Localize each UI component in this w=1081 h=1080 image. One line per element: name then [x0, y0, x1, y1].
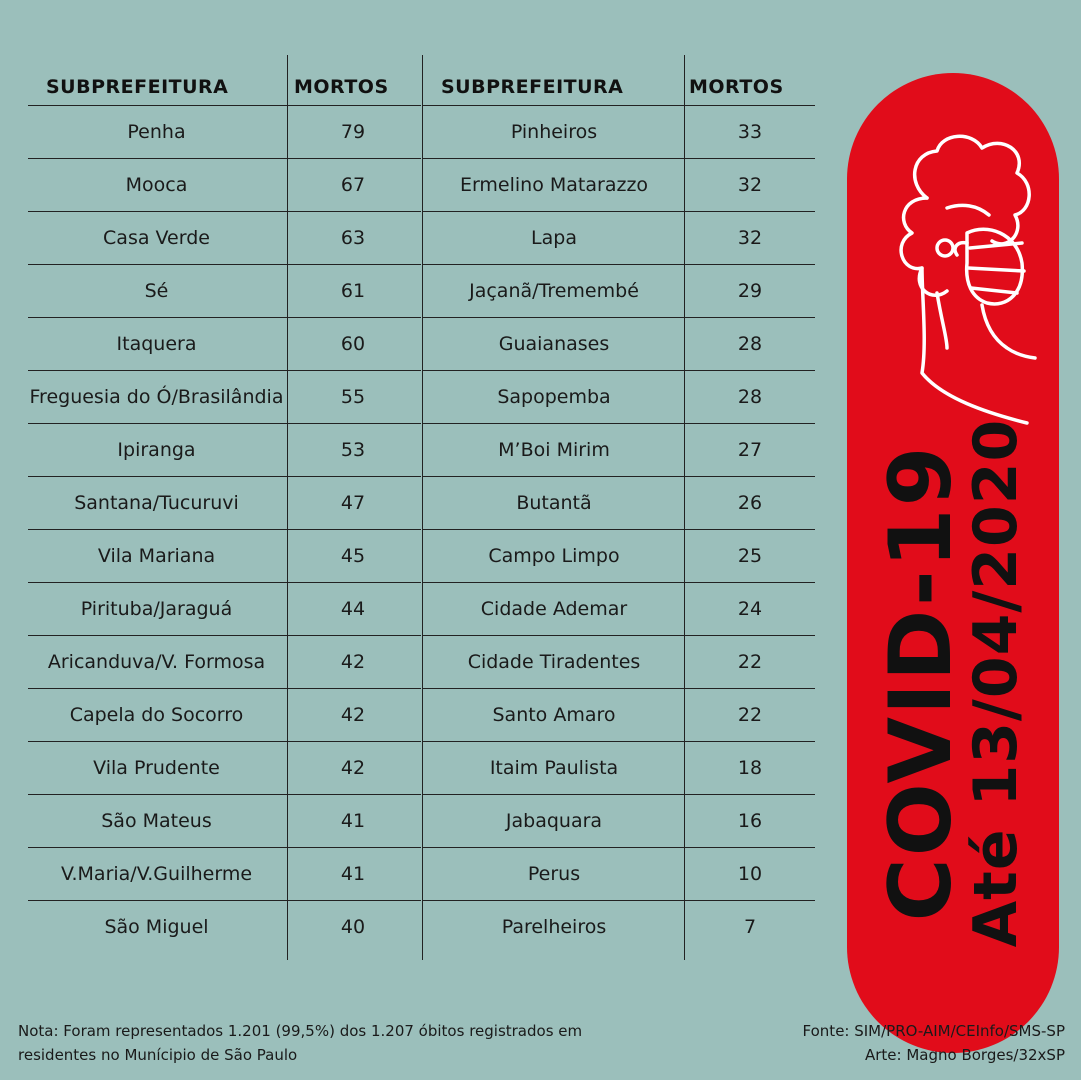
- header-subprefeitura: SUBPREFEITURA: [441, 76, 624, 98]
- table-left: [28, 55, 421, 953]
- deaths-count: 18: [737, 757, 763, 779]
- deaths-count: 45: [340, 545, 366, 567]
- deaths-count: 16: [737, 810, 763, 832]
- banner-title: COVID-19: [871, 444, 971, 922]
- table-row: [28, 530, 421, 583]
- subprefeitura-name: Mooca: [125, 174, 188, 196]
- table-row: [28, 795, 421, 848]
- table-row: [423, 424, 815, 477]
- table-row: [423, 742, 815, 795]
- table-row: [28, 159, 421, 212]
- header-mortos: MORTOS: [294, 76, 389, 98]
- deaths-count: 32: [737, 227, 763, 249]
- subprefeitura-name: Santana/Tucuruvi: [74, 492, 239, 514]
- header-subprefeitura: SUBPREFEITURA: [46, 76, 229, 98]
- deaths-count: 40: [340, 916, 366, 938]
- banner-date: Até 13/04/2020: [961, 418, 1031, 948]
- deaths-count: 42: [340, 757, 366, 779]
- table-row: [423, 106, 815, 159]
- table-row: [423, 689, 815, 742]
- deaths-count: 42: [340, 704, 366, 726]
- deaths-count: 67: [340, 174, 366, 196]
- deaths-count: 53: [340, 439, 366, 461]
- subprefeitura-name: Freguesia do Ó/Brasilândia: [29, 386, 284, 408]
- subprefeitura-name: M’Boi Mirim: [498, 439, 610, 461]
- table-header: [423, 55, 815, 106]
- subprefeitura-name: Sapopemba: [497, 386, 611, 408]
- subprefeitura-name: Aricanduva/V. Formosa: [47, 651, 266, 673]
- subprefeitura-name: Itaquera: [116, 333, 197, 355]
- table-row: [423, 318, 815, 371]
- table-row: [28, 371, 421, 424]
- table-row: [423, 159, 815, 212]
- table-body: [28, 106, 421, 953]
- deaths-count: 29: [737, 280, 763, 302]
- table-row: [28, 901, 421, 953]
- table-row: [423, 636, 815, 689]
- subprefeitura-name: Capela do Socorro: [69, 704, 244, 726]
- subprefeitura-name: Casa Verde: [103, 227, 210, 249]
- deaths-count: 55: [340, 386, 366, 408]
- table-row: [28, 318, 421, 371]
- subprefeitura-name: Jabaquara: [505, 810, 603, 832]
- subprefeitura-name: V.Maria/V.Guilherme: [60, 863, 253, 885]
- deaths-count: 41: [340, 810, 366, 832]
- subprefeitura-name: Campo Limpo: [488, 545, 620, 567]
- deaths-count: 10: [737, 863, 763, 885]
- subprefeitura-name: São Miguel: [104, 916, 209, 938]
- subprefeitura-name: Vila Mariana: [97, 545, 216, 567]
- subprefeitura-name: Vila Prudente: [93, 757, 220, 779]
- deaths-count: 33: [737, 121, 763, 143]
- subprefeitura-name: Itaim Paulista: [489, 757, 619, 779]
- table-row: [423, 530, 815, 583]
- subprefeitura-name: Sé: [144, 280, 169, 302]
- table-row: [28, 424, 421, 477]
- table-row: [423, 901, 815, 953]
- subprefeitura-name: Pinheiros: [510, 121, 598, 143]
- header-mortos: MORTOS: [689, 76, 784, 98]
- subprefeitura-name: Perus: [527, 863, 581, 885]
- table-row: [28, 212, 421, 265]
- table-row: [28, 477, 421, 530]
- source-line: Fonte: SIM/PRO-AIM/CEInfo/SMS-SP: [802, 1022, 1065, 1040]
- deaths-count: 47: [340, 492, 366, 514]
- art-credit-line: Arte: Magno Borges/32xSP: [865, 1046, 1065, 1064]
- table-row: [28, 689, 421, 742]
- deaths-count: 22: [737, 704, 763, 726]
- deaths-count: 42: [340, 651, 366, 673]
- deaths-count: 63: [340, 227, 366, 249]
- table-row: [423, 212, 815, 265]
- subprefeitura-name: Penha: [127, 121, 186, 143]
- subprefeitura-name: Butantã: [516, 492, 592, 514]
- table-right: [423, 55, 815, 953]
- banner-text-area: [847, 403, 1059, 963]
- subprefeitura-name: Santo Amaro: [492, 704, 616, 726]
- table-row: [423, 265, 815, 318]
- deaths-count: 44: [340, 598, 366, 620]
- deaths-count: 60: [340, 333, 366, 355]
- deaths-count: 28: [737, 333, 763, 355]
- table-row: [423, 583, 815, 636]
- table-row: [423, 795, 815, 848]
- deaths-count: 79: [340, 121, 366, 143]
- deaths-count: 27: [737, 439, 763, 461]
- subprefeitura-name: Lapa: [531, 227, 577, 249]
- table-row: [28, 583, 421, 636]
- deaths-count: 24: [737, 598, 763, 620]
- table-body: [423, 106, 815, 953]
- deaths-count: 32: [737, 174, 763, 196]
- deaths-count: 22: [737, 651, 763, 673]
- subprefeitura-name: Pirituba/Jaraguá: [80, 598, 233, 620]
- deaths-count: 61: [340, 280, 366, 302]
- table-row: [28, 636, 421, 689]
- subprefeitura-name: Ermelino Matarazzo: [459, 174, 649, 196]
- subprefeitura-name: Ipiranga: [117, 439, 196, 461]
- table-header: [28, 55, 421, 106]
- table-row: [423, 371, 815, 424]
- footnote: Nota: Foram representados 1.201 (99,5%) dos 1.207 óbitos registrados em residentes no Munícipio de São Paulo: [18, 1022, 583, 1064]
- deaths-count: 26: [737, 492, 763, 514]
- table-row: [423, 477, 815, 530]
- subprefeitura-name: Parelheiros: [501, 916, 607, 938]
- deaths-count: 7: [743, 916, 757, 938]
- table-row: [28, 265, 421, 318]
- table-row: [423, 848, 815, 901]
- table-row: [28, 106, 421, 159]
- deaths-count: 28: [737, 386, 763, 408]
- deaths-count: 41: [340, 863, 366, 885]
- table-row: [28, 848, 421, 901]
- table-row: [28, 742, 421, 795]
- source-credits: [803, 1019, 1065, 1067]
- banner-text: [871, 418, 1031, 948]
- deaths-count: 25: [737, 545, 763, 567]
- subprefeitura-name: São Mateus: [101, 810, 212, 832]
- subprefeitura-name: Jaçanã/Tremembé: [469, 280, 639, 302]
- covid-banner: [847, 73, 1059, 1053]
- subprefeitura-name: Guaianases: [498, 333, 610, 355]
- subprefeitura-name: Cidade Tiradentes: [467, 651, 641, 673]
- subprefeitura-name: Cidade Ademar: [480, 598, 628, 620]
